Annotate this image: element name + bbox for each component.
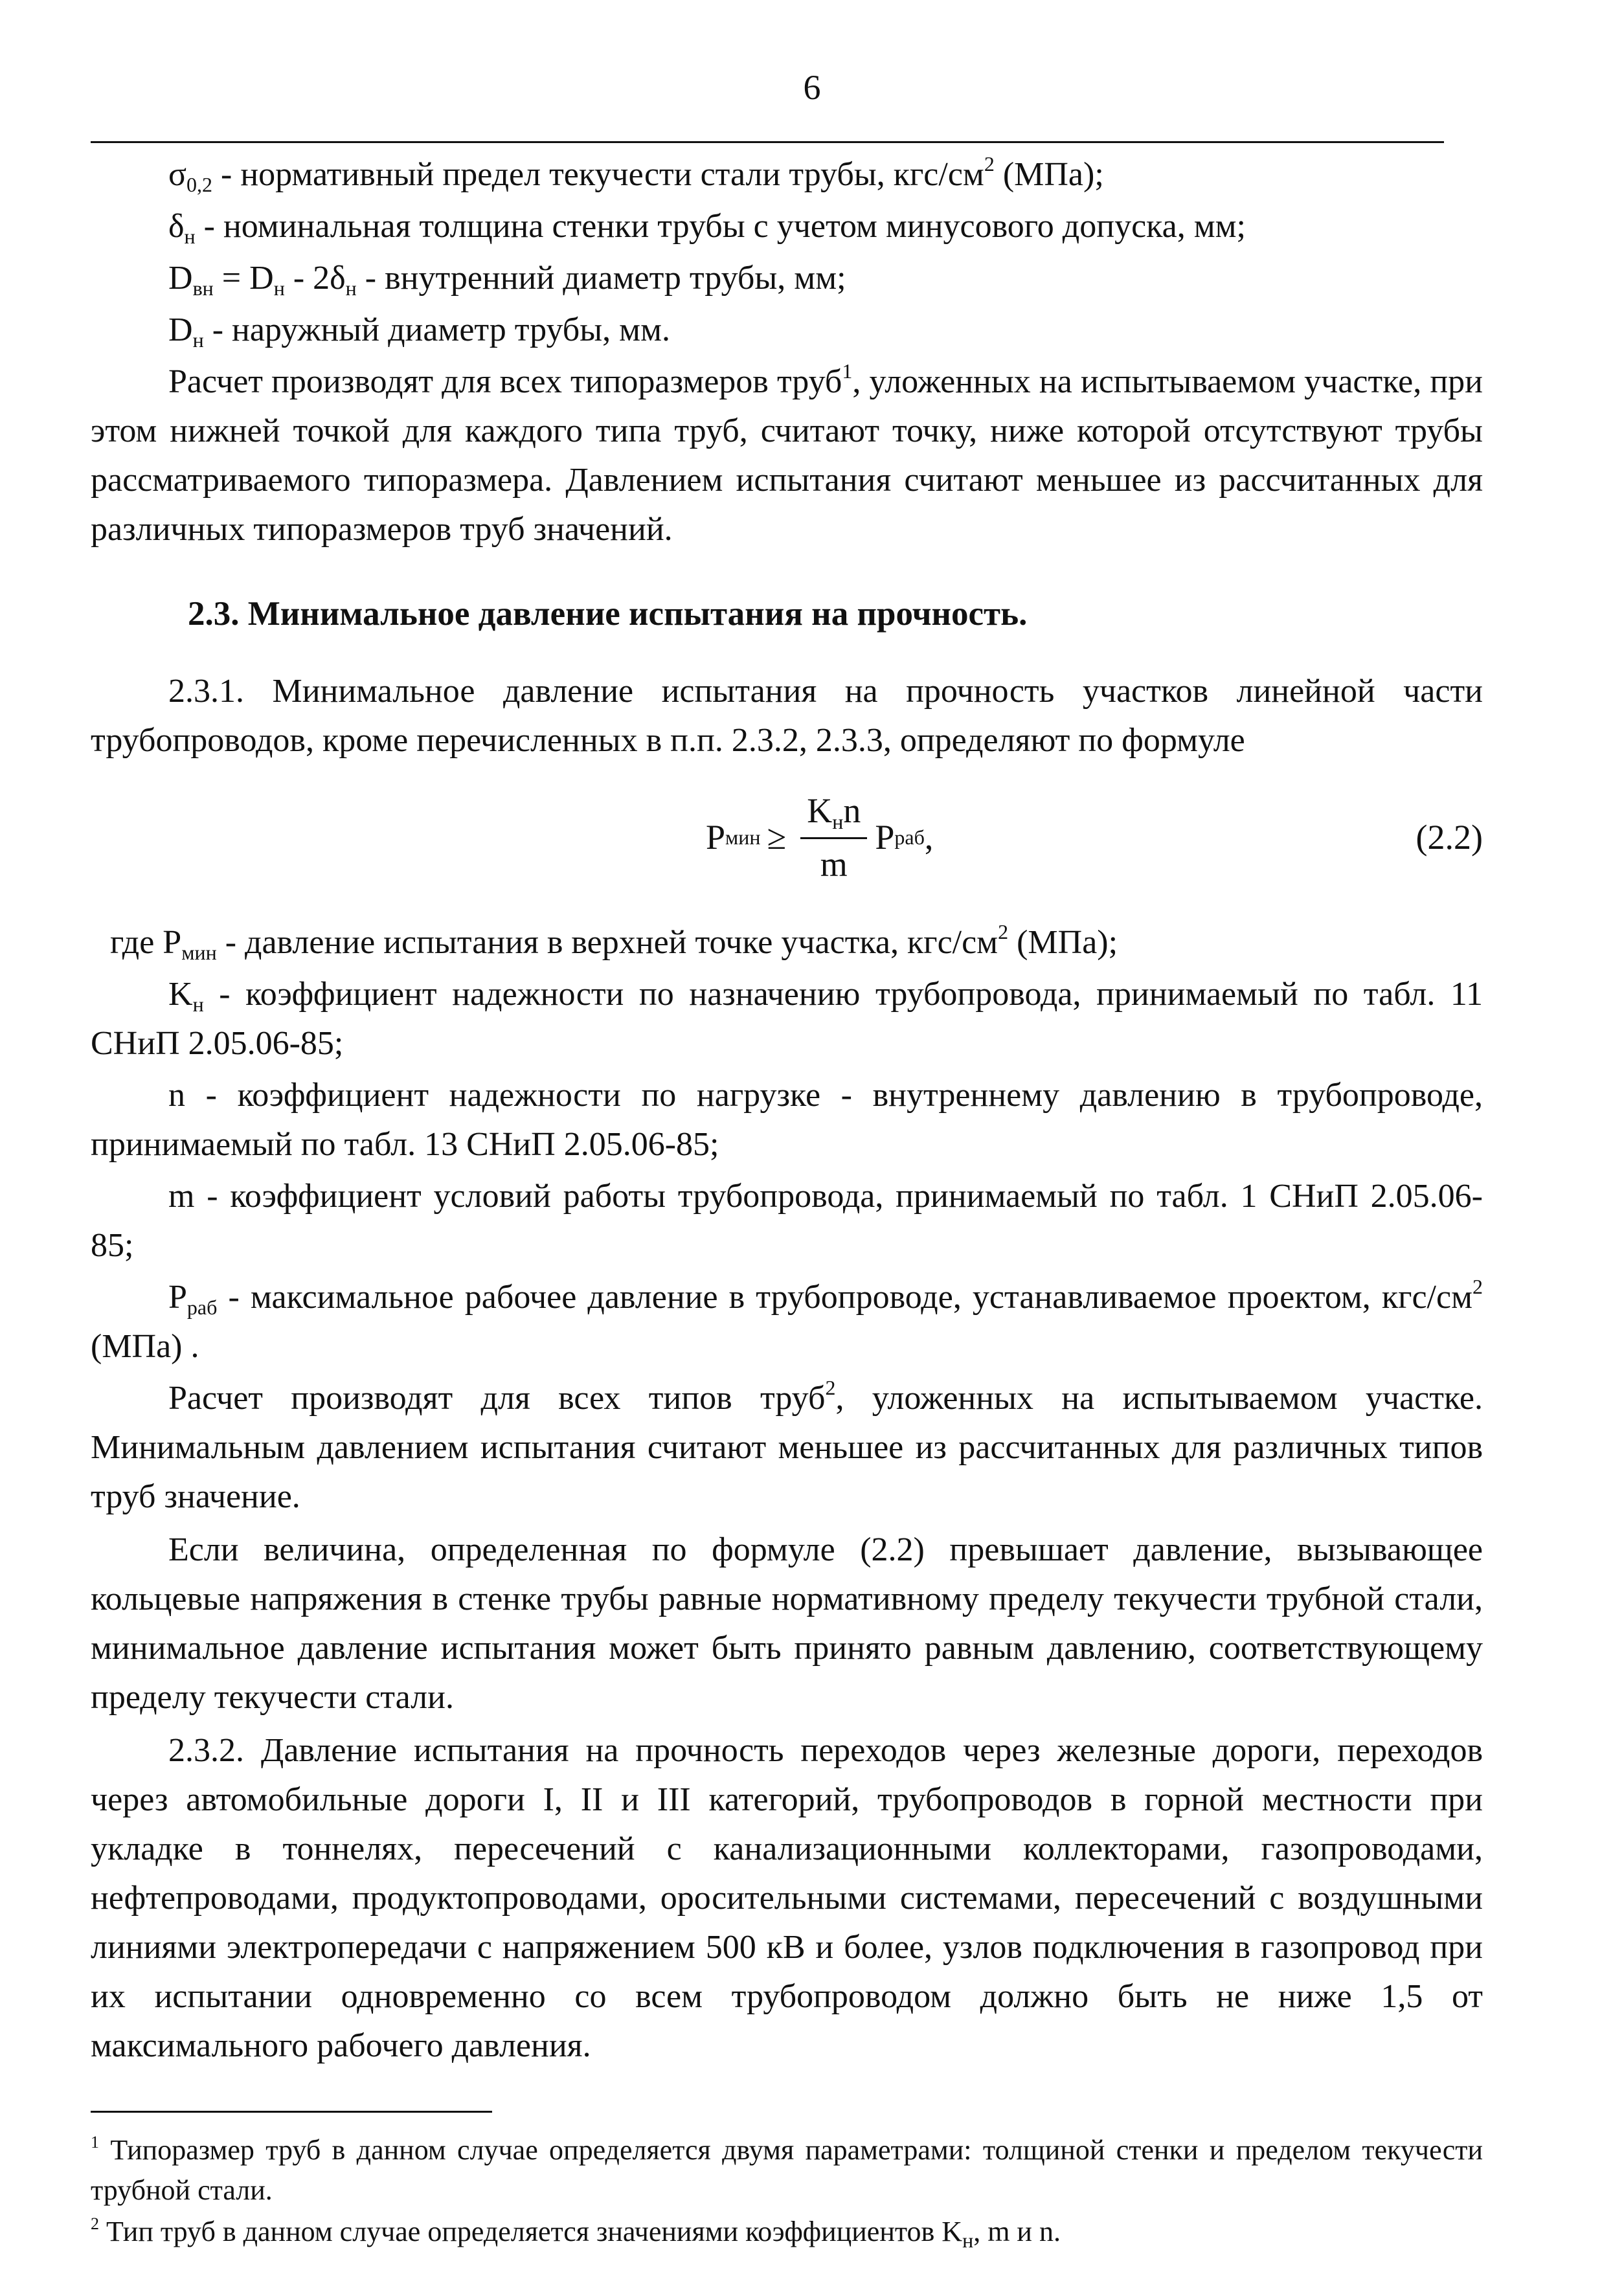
formula-denominator: m: [820, 844, 848, 884]
paragraph-sizes-calculation: Расчет производят для всех типоразмеров труб$^1$, уложенных на испытываемом участке, при этом нижней точкой для каждого типа труб, считают точку, ниже которой отсутствуют трубы рассматриваемого типоразмера. Давлением испытания считают меньшее из рассчитанных для различных типоразмеров труб значений.: [91, 359, 1483, 548]
definition-sigma: $\sigma_{0,2}$ - нормативный предел текучести стали трубы, кгс/$см^2$ (МПа);: [168, 152, 1104, 196]
footnote-ref-1: 1: [842, 359, 853, 383]
formula-numerator: $K_нn$: [800, 788, 867, 839]
where-n: n - коэффициент надежности по нагрузке - внутреннему давлению в трубопроводе, принимаемый по табл. 13 СНиП 2.05.06-85;: [91, 1077, 1483, 1163]
formula-expression: P мин ≥ $\frac{K_нn}{m}$ P раб ,: [706, 769, 933, 905]
where-m: m - коэффициент условий работы трубопровода, принимаемый по табл. 1 СНиП 2.05.06-85;: [91, 1178, 1483, 1264]
footnote-2: $^2$ Тип труб в данном случае определяется значениями коэффициентов $K_н$, m и n.: [91, 2214, 1061, 2252]
definition-delta: $\delta_н$ - номинальная толщина стенки трубы с учетом минусового допуска, мм;: [168, 208, 1246, 248]
footnote-ref-2: 2: [825, 1376, 836, 1399]
header-rule: [91, 141, 1444, 143]
page-content: [91, 150, 1483, 2075]
where-k-n: $K_н$ - коэффициент надежности по назначению трубопровода, принимаемый по табл. 11 СНиП 2.05.06-85;: [91, 976, 1483, 1062]
where-p-min: где $P_{мин}$ - давление испытания в верхней точке участка, кгс/$см^2$ (МПа);: [110, 920, 1118, 964]
paragraph-2-3-1: 2.3.1. Минимальное давление испытания на прочность участков линейной части трубопроводов, кроме перечисленных в п.п. 2.3.2, 2.3.3, определяют по формуле: [91, 673, 1483, 759]
definition-outer-diameter: $D_н$ - наружный диаметр трубы, мм.: [168, 311, 670, 352]
footnote-rule: [91, 2111, 492, 2113]
formula-number: (2.2): [1415, 818, 1483, 857]
footnotes: [91, 2130, 1483, 2253]
section-heading: 2.3. Минимальное давление испытания на прочность.: [188, 595, 1028, 633]
footnote-1: $^1$ Типоразмер труб в данном случае определяется двумя параметрами: толщиной стенки и пределом текучести трубной стали.: [91, 2133, 1483, 2206]
definition-inner-diameter: $D_{вн} = D_н - 2\delta_н$ - внутренний диаметр трубы, мм;: [168, 260, 846, 300]
paragraph-yield-limit: Если величина, определенная по формуле (2.2) превышает давление, вызывающее кольцевые напряжения в стенке трубы равные нормативному пределу текучести трубной стали, минимальное давление испытания может быть принято равным давлению, соответствующему пределу текучести стали.: [91, 1531, 1483, 1716]
where-p-rab: $P_{раб}$ - максимальное рабочее давление в трубопроводе, устанавливаемое проектом, кгс/$см^2$ (МПа) .: [91, 1275, 1483, 1365]
paragraph-types-calculation: Расчет производят для всех типов труб$^2$, уложенных на испытываемом участке. Минимальным давлением испытания считают меньшее из рассчитанных для различных типов труб значение.: [91, 1376, 1483, 1515]
formula-2-2: [91, 769, 1483, 905]
page-number: 6: [803, 68, 821, 107]
formula-fraction: [800, 788, 867, 887]
paragraph-2-3-2: 2.3.2. Давление испытания на прочность переходов через железные дороги, переходов через автомобильные дороги I, II и III категорий, трубопроводов в горной местности при укладке в тоннелях, пересечений с канализационными коллекторами, газопроводами, нефтепроводами, продуктопроводами, оросительными системами, пересечений с воздушными линиями электропередачи с напряжением 500 кВ и более, узлов подключения в газопровод при их испытании одновременно со всем трубопроводом должно быть не ниже 1,5 от максимального рабочего давления.: [91, 1732, 1483, 2064]
